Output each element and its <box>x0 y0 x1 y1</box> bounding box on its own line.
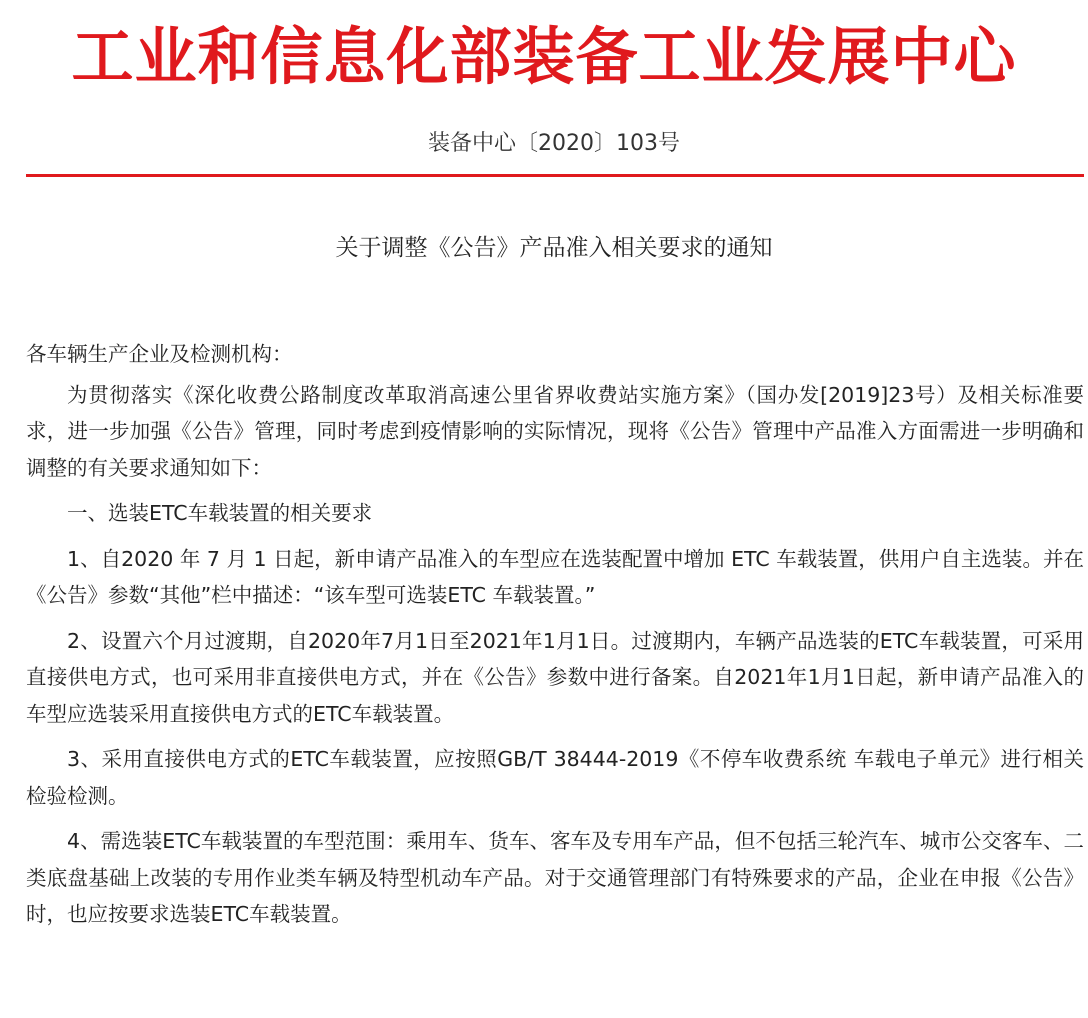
section-heading: 一、选装ETC车载装置的相关要求 <box>67 501 373 525</box>
list-item: 3、采用直接供电方式的ETC车载装置，应按照GB/T 38444-2019《不停车收费系统 车载电子单元》进行相关检验检测。 <box>26 747 1084 808</box>
document-body <box>26 336 1084 942</box>
list-item: 2、设置六个月过渡期，自2020年7月1日至2021年1月1日。过渡期内，车辆产品选装的ETC车载装置，可采用直接供电方式，也可采用非直接供电方式，并在《公告》参数中进行备案。自2021年1月1日起，新申请产品准入的车型应选装采用直接供电方式的ETC车载装置。 <box>26 628 1084 726</box>
salutation: 各车辆生产企业及检测机构： <box>26 342 293 366</box>
document-number: 装备中心〔2020〕103号 <box>428 131 680 156</box>
red-divider-line <box>26 174 1084 177</box>
list-item: 1、自2020 年 7 月 1 日起，新申请产品准入的车型应在选装配置中增加 ETC 车载装置，供用户自主选装。并在《公告》参数“其他”栏中描述：“该车型可选装ETC 车载装置。” <box>26 546 1084 607</box>
notice-title: 关于调整《公告》产品准入相关要求的通知 <box>335 235 773 261</box>
list-item: 4、需选装ETC车载装置的车型范围：乘用车、货车、客车及专用车产品，但不包括三轮汽车、城市公交客车、二类底盘基础上改装的专用作业类车辆及特型机动车产品。对于交通管理部门有特殊要求的产品，企业在申报《公告》时，也应按要求选装ETC车载装置。 <box>26 829 1084 926</box>
issuing-org-title: 工业和信息化部装备工业发展中心 <box>71 20 1017 93</box>
intro-paragraph: 为贯彻落实《深化收费公路制度改革取消高速公里省界收费站实施方案》（国办发[2019]23号）及相关标准要求，进一步加强《公告》管理，同时考虑到疫情影响的实际情况，现将《公告》管理中产品准入方面需进一步明确和调整的有关要求通知如下： <box>26 382 1084 480</box>
